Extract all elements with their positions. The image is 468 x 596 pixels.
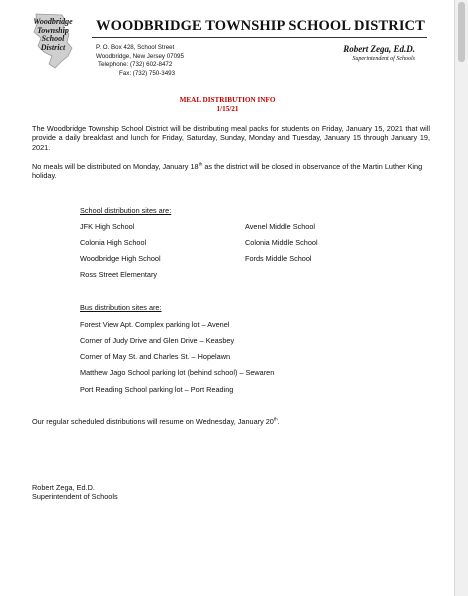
superintendent-title: Superintendent of Schools bbox=[352, 56, 415, 62]
resume-paragraph: Our regular scheduled distributions will resume on Wednesday, January 20th. bbox=[32, 416, 280, 426]
closure-paragraph: No meals will be distributed on Monday, January 18th as the district will be closed in observance of the Martin Luther King holiday. bbox=[32, 161, 423, 181]
bus-sites-heading: Bus distribution sites are: bbox=[80, 303, 162, 312]
school-site: Colonia Middle School bbox=[245, 238, 318, 247]
district-logo bbox=[22, 12, 82, 70]
bus-site: Matthew Jago School parking lot (behind school) – Sewaren bbox=[80, 368, 275, 377]
school-site: Colonia High School bbox=[80, 238, 147, 247]
district-address bbox=[96, 44, 184, 78]
bus-site: Corner of May St. and Charles St. – Hopelawn bbox=[80, 352, 231, 361]
school-sites-heading: School distribution sites are: bbox=[80, 206, 172, 215]
school-site: Fords Middle School bbox=[245, 254, 312, 263]
logo-text: Woodbridge Township School District bbox=[33, 17, 73, 52]
school-site: Ross Street Elementary bbox=[80, 270, 158, 279]
school-site: JFK High School bbox=[80, 222, 135, 231]
signature-title: Superintendent of Schools bbox=[32, 492, 118, 501]
header-divider bbox=[92, 37, 427, 38]
bus-site: Forest View Apt. Complex parking lot – Avenel bbox=[80, 320, 230, 329]
fax: Fax: (732) 750-3493 bbox=[119, 69, 176, 77]
school-site: Woodbridge High School bbox=[80, 254, 161, 263]
signature-name: Robert Zega, Ed.D. bbox=[32, 483, 95, 492]
bus-site: Port Reading School parking lot – Port Reading bbox=[80, 385, 234, 394]
vertical-scrollbar[interactable] bbox=[454, 0, 468, 596]
document-date: 1/15/21 bbox=[216, 105, 239, 113]
school-site: Avenel Middle School bbox=[245, 222, 316, 231]
bus-site: Corner of Judy Drive and Glen Drive – Keasbey bbox=[80, 336, 235, 345]
document-title: MEAL DISTRIBUTION INFO bbox=[179, 96, 276, 104]
telephone: Telephone: (732) 602-8472 bbox=[98, 61, 173, 69]
address-line: P. O. Box 428, School Street bbox=[96, 44, 175, 51]
superintendent-name: Robert Zega, Ed.D. bbox=[343, 44, 415, 54]
address-line: Woodbridge, New Jersey 07095 bbox=[96, 52, 184, 60]
intro-paragraph: The Woodbridge Township School District will be distributing meal packs for students on Friday, January 15, 2021 that will provide a daily breakfast and lunch for Friday, Saturday, Sunday, Monday and Tuesday, January 15 through January 19, 2021. bbox=[32, 124, 430, 152]
scrollbar-thumb[interactable] bbox=[458, 2, 465, 62]
district-name: WOODBRIDGE TOWNSHIP SCHOOL DISTRICT bbox=[96, 18, 425, 34]
